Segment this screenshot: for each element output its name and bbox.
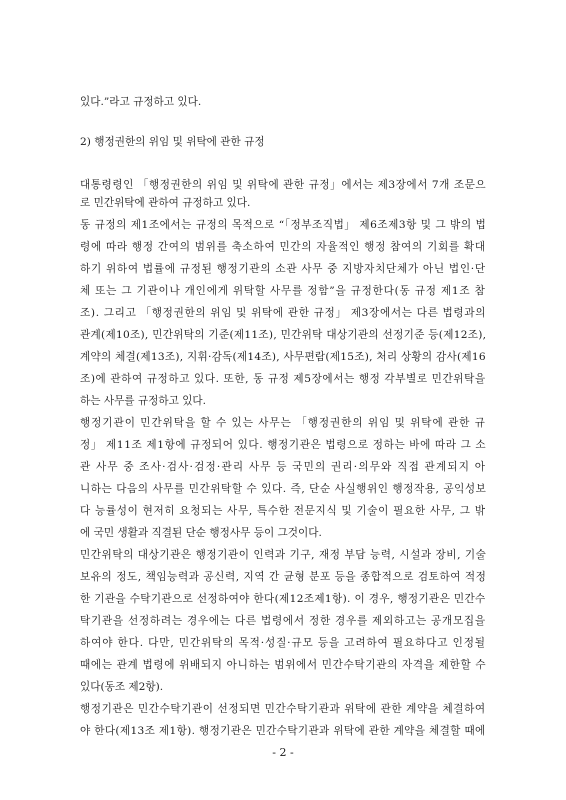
- page-number: - 2 -: [272, 746, 294, 759]
- text-line: 행정기관이 민간위탁을 할 수 있는 사무는 「행정권한의 위임 및 위탁에 관한 규: [80, 417, 486, 429]
- text-line: 민간위탁의 대상기관은 행정기관이 인력과 기구, 재정 부담 능력, 시설과 장비, 기술: [80, 549, 486, 561]
- intro-line: 있다.”라고 규정하고 있다.: [80, 96, 202, 108]
- text-line: 에 국민 생활과 직결된 단순 행정사무 등이 그것이다.: [80, 527, 322, 539]
- text-line: 있다(동조 제2항).: [80, 681, 164, 693]
- text-line: 동 규정의 제1조에서는 규정의 목적으로 “「정부조직법」 제6조제3항 및 그 밖의 법: [80, 219, 486, 231]
- text-line: 탁기관을 선정하려는 경우에는 다른 법령에서 정한 경우를 제외하고는 공개모집을: [80, 615, 486, 627]
- section-heading: 2) 행정권한의 위임 및 위탁에 관한 규정: [80, 136, 265, 148]
- text-line: 행정기관은 민간수탁기관이 선정되면 민간수탁기관과 위탁에 관한 계약을 체결하여: [80, 703, 486, 715]
- text-line: 다 능률성이 현저히 요청되는 사무, 특수한 전문지식 및 기술이 필요한 사무, 그 밖: [80, 505, 486, 517]
- text-line: 계약의 체결(제13조), 지휘·감독(제14조), 사무편람(제15조), 처리 상황의 감사(제16: [80, 351, 486, 363]
- text-line: 조)에 관하여 규정하고 있다. 또한, 동 규정 제5장에서는 행정 각부별로 민간위탁을: [80, 373, 486, 385]
- text-line: 로 민간위탁에 관하여 규정하고 있다.: [80, 197, 251, 209]
- text-line: 조). 그리고 「행정권한의 위임 및 위탁에 관한 규정」 제3장에서는 다른 법령과의: [80, 307, 486, 319]
- text-line: 니하는 다음의 사무를 민간위탁할 수 있다. 즉, 단순 사실행위인 행정작용, 공익성보: [80, 483, 486, 495]
- text-line: 대통령령인 「행정권한의 위임 및 위탁에 관한 규정」에서는 제3장에서 7개 조문으: [80, 179, 486, 191]
- text-line: 체 또는 그 기관이나 개인에게 위탁할 사무를 정함”을 규정한다(동 규정 제1조 참: [80, 285, 486, 297]
- text-line: 하여야 한다. 다만, 민간위탁의 목적·성질·규모 등을 고려하여 필요하다고 인정될: [80, 637, 486, 649]
- text-line: 관계(제10조), 민간위탁의 기준(제11조), 민간위탁 대상기관의 선정기준 등(제12조),: [80, 329, 486, 341]
- text-line: 하기 위하여 법률에 규정된 행정기관의 소관 사무 중 지방자치단체가 아닌 법인·단: [80, 263, 486, 275]
- text-line: 령에 따라 행정 간여의 범위를 축소하여 민간의 자율적인 행정 참여의 기회를 확대: [80, 241, 486, 253]
- text-line: 하는 사무를 규정하고 있다.: [80, 395, 207, 407]
- text-line: 정」 제11조 제1항에 규정되어 있다. 행정기관은 법령으로 정하는 바에 따라 그 소: [80, 439, 486, 451]
- text-line: 때에는 관계 법령에 위배되지 아니하는 범위에서 민간수탁기관의 자격을 제한할 수: [80, 659, 486, 671]
- text-line: 야 한다(제13조 제1항). 행정기관은 민간수탁기관과 위탁에 관한 계약을 체결할 때에: [80, 725, 486, 737]
- text-line: 한 기관을 수탁기관으로 선정하여야 한다(제12조제1항). 이 경우, 행정기관은 민간수: [80, 593, 486, 605]
- text-line: 보유의 정도, 책임능력과 공신력, 지역 간 균형 분포 등을 종합적으로 검토하여 적정: [80, 571, 486, 583]
- text-line: 관 사무 중 조사·검사·검정·관리 사무 등 국민의 권리·의무와 직접 관계되지 아: [80, 461, 486, 473]
